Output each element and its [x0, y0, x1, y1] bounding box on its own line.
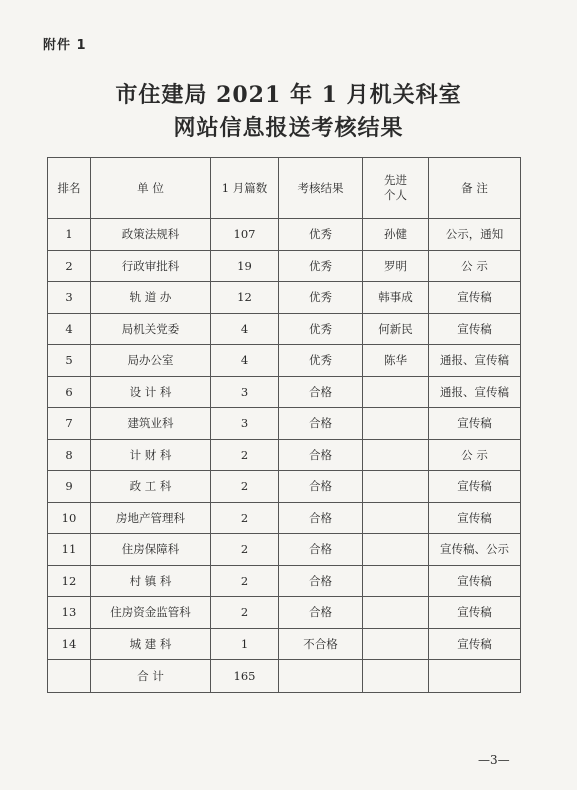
cell-unit: 轨 道 办 — [91, 282, 211, 314]
cell-count: 12 — [211, 282, 279, 314]
cell-result: 不合格 — [279, 628, 363, 660]
cell-result: 合格 — [279, 534, 363, 566]
table-row — [48, 282, 521, 314]
cell-person: 罗明 — [363, 250, 429, 282]
col-header-count: 1 月篇数 — [211, 158, 279, 219]
table-row — [48, 565, 521, 597]
cell-count: 2 — [211, 439, 279, 471]
document-title-line2: 网站信息报送考核结果 — [173, 115, 404, 141]
cell-result: 合格 — [279, 471, 363, 503]
cell-count: 1 — [211, 628, 279, 660]
cell-rank: 9 — [48, 471, 91, 503]
cell-rank: 6 — [48, 376, 91, 408]
cell-count: 4 — [211, 345, 279, 377]
cell-person — [363, 439, 429, 471]
cell-total-empty — [279, 660, 363, 693]
cell-rank: 3 — [48, 282, 91, 314]
cell-remark: 宣传稿 — [429, 282, 521, 314]
col-header-person-line1: 先进 — [384, 173, 407, 187]
col-header-result: 考核结果 — [279, 158, 363, 219]
cell-total-empty — [363, 660, 429, 693]
cell-result: 优秀 — [279, 313, 363, 345]
cell-unit: 房地产管理科 — [91, 502, 211, 534]
cell-total-count: 165 — [211, 660, 279, 693]
cell-remark: 宣传稿 — [429, 502, 521, 534]
table-total-row — [48, 660, 521, 693]
cell-person: 何新民 — [363, 313, 429, 345]
cell-count: 4 — [211, 313, 279, 345]
table-row — [48, 597, 521, 629]
cell-unit: 局机关党委 — [91, 313, 211, 345]
cell-unit: 住房资金监管科 — [91, 597, 211, 629]
cell-total-empty — [429, 660, 521, 693]
cell-result: 优秀 — [279, 282, 363, 314]
cell-count: 3 — [211, 408, 279, 440]
cell-unit: 城 建 科 — [91, 628, 211, 660]
cell-rank: 13 — [48, 597, 91, 629]
table-row — [48, 471, 521, 503]
cell-count: 107 — [211, 219, 279, 251]
cell-result: 优秀 — [279, 250, 363, 282]
table-row — [48, 345, 521, 377]
cell-person: 韩事成 — [363, 282, 429, 314]
cell-count: 2 — [211, 502, 279, 534]
cell-person — [363, 534, 429, 566]
cell-rank: 14 — [48, 628, 91, 660]
cell-unit: 行政审批科 — [91, 250, 211, 282]
cell-count: 19 — [211, 250, 279, 282]
attachment-label: 附件 1 — [43, 38, 87, 53]
cell-remark: 公示，通知 — [429, 219, 521, 251]
cell-person — [363, 471, 429, 503]
col-header-person-line2: 个人 — [384, 188, 407, 202]
cell-unit: 局办公室 — [91, 345, 211, 377]
cell-person — [363, 502, 429, 534]
cell-remark: 宣传稿 — [429, 408, 521, 440]
cell-rank: 4 — [48, 313, 91, 345]
cell-result: 优秀 — [279, 219, 363, 251]
cell-result: 合格 — [279, 502, 363, 534]
cell-person — [363, 628, 429, 660]
cell-rank: 7 — [48, 408, 91, 440]
cell-rank: 1 — [48, 219, 91, 251]
cell-remark: 宣传稿、公示 — [429, 534, 521, 566]
cell-unit: 政 工 科 — [91, 471, 211, 503]
cell-rank: 10 — [48, 502, 91, 534]
table-row — [48, 408, 521, 440]
table-row — [48, 439, 521, 471]
table-row — [48, 313, 521, 345]
cell-unit: 建筑业科 — [91, 408, 211, 440]
cell-rank: 5 — [48, 345, 91, 377]
cell-remark: 公 示 — [429, 439, 521, 471]
cell-result: 合格 — [279, 376, 363, 408]
cell-result: 合格 — [279, 408, 363, 440]
col-header-rank: 排名 — [48, 158, 91, 219]
cell-count: 2 — [211, 534, 279, 566]
cell-total-rank-empty — [48, 660, 91, 693]
cell-unit: 政策法规科 — [91, 219, 211, 251]
cell-remark: 通报、宣传稿 — [429, 345, 521, 377]
cell-count: 2 — [211, 597, 279, 629]
cell-person: 孙健 — [363, 219, 429, 251]
cell-remark: 宣传稿 — [429, 313, 521, 345]
cell-remark: 宣传稿 — [429, 565, 521, 597]
table-row — [48, 534, 521, 566]
table-header-row — [48, 158, 521, 219]
cell-result: 合格 — [279, 597, 363, 629]
cell-count: 2 — [211, 565, 279, 597]
cell-rank: 12 — [48, 565, 91, 597]
table-row — [48, 376, 521, 408]
cell-unit: 计 财 科 — [91, 439, 211, 471]
table-row — [48, 628, 521, 660]
cell-remark: 公 示 — [429, 250, 521, 282]
cell-person — [363, 376, 429, 408]
table-row — [48, 250, 521, 282]
cell-remark: 宣传稿 — [429, 597, 521, 629]
cell-remark: 通报、宣传稿 — [429, 376, 521, 408]
cell-result: 合格 — [279, 439, 363, 471]
cell-person — [363, 408, 429, 440]
cell-rank: 2 — [48, 250, 91, 282]
col-header-person — [363, 158, 429, 219]
cell-person — [363, 565, 429, 597]
col-header-remark: 备 注 — [429, 158, 521, 219]
cell-rank: 8 — [48, 439, 91, 471]
table-row — [48, 219, 521, 251]
cell-result: 合格 — [279, 565, 363, 597]
page-number: —3— — [478, 753, 510, 767]
document-title-line1: 市住建局 2021 年 1 月机关科室 — [115, 82, 462, 108]
cell-unit: 村 镇 科 — [91, 565, 211, 597]
table-row — [48, 502, 521, 534]
col-header-unit: 单 位 — [91, 158, 211, 219]
cell-count: 2 — [211, 471, 279, 503]
cell-remark: 宣传稿 — [429, 471, 521, 503]
cell-unit: 设 计 科 — [91, 376, 211, 408]
cell-result: 优秀 — [279, 345, 363, 377]
assessment-table — [47, 157, 521, 693]
cell-person: 陈华 — [363, 345, 429, 377]
cell-unit: 住房保障科 — [91, 534, 211, 566]
cell-rank: 11 — [48, 534, 91, 566]
cell-count: 3 — [211, 376, 279, 408]
cell-person — [363, 597, 429, 629]
cell-total-label: 合 计 — [91, 660, 211, 693]
cell-remark: 宣传稿 — [429, 628, 521, 660]
